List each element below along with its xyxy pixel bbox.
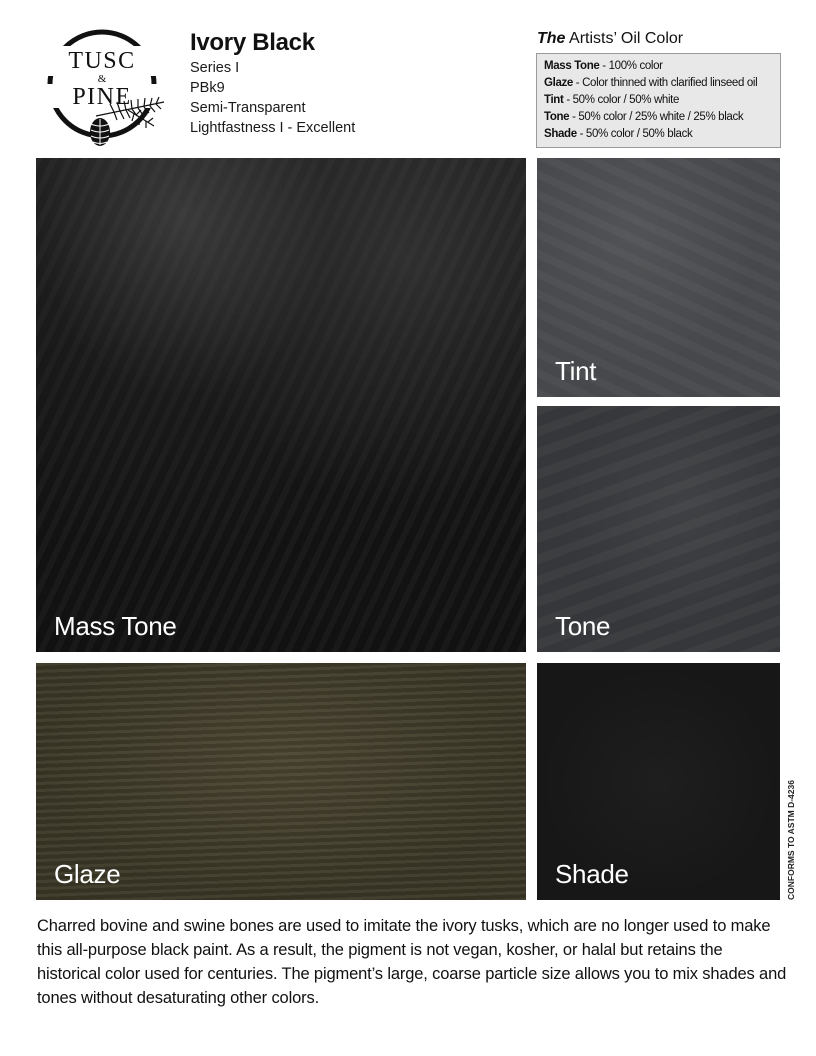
legend-row-glaze	[544, 75, 780, 92]
logo-text-top: TUSC	[68, 48, 136, 74]
legend-row-shade	[544, 126, 780, 143]
legend-desc: - 50% color / 50% white	[563, 94, 680, 106]
legend-desc: - 100% color	[599, 60, 663, 72]
legend-desc: - Color thinned with clarified linseed oil	[572, 77, 758, 89]
legend-desc: - 50% color / 50% black	[576, 128, 693, 140]
swatch-glaze	[36, 663, 526, 900]
astm-conformance-note: CONFORMS TO ASTM D-4236	[786, 780, 796, 900]
logo-text-bottom: PINE	[72, 84, 132, 110]
brand-logo	[36, 20, 172, 156]
legend-row-tint	[544, 92, 780, 109]
swatch-label-shade: Shade	[555, 859, 629, 889]
legend-title-italic: The	[537, 30, 566, 47]
legend-box	[536, 53, 781, 148]
color-name: Ivory Black	[190, 29, 315, 56]
swatch-shade	[537, 663, 780, 900]
legend-row-mass-tone	[544, 58, 780, 75]
color-lightfastness: Lightfastness I - Excellent	[190, 120, 356, 136]
legend-term: Glaze	[544, 77, 573, 89]
color-description: Charred bovine and swine bones are used to imitate the ivory tusks, which are no longer used to make this all-purpose black paint. As a result, the pigment is not vegan, kosher, or halal but retains the historical color used for centuries. The pigment’s large, coarse particle size allows you to mix shades and tones without desaturating other colors.	[37, 917, 787, 1007]
swatch-mass-tone	[36, 158, 526, 652]
legend-term: Tint	[544, 94, 564, 106]
legend-term: Shade	[544, 128, 577, 140]
legend-term: Tone	[544, 111, 570, 123]
legend-term: Mass Tone	[544, 60, 600, 72]
legend-title	[537, 30, 683, 48]
color-series: Series I	[190, 60, 240, 76]
color-pigment: PBk9	[190, 80, 225, 96]
swatch-label-tint: Tint	[555, 356, 597, 386]
logo-text-amp: &	[97, 73, 107, 85]
legend-row-tone	[544, 109, 780, 126]
logo-emblem-icon	[36, 20, 172, 156]
swatch-label-tone: Tone	[555, 611, 611, 641]
legend-desc: - 50% color / 25% white / 25% black	[569, 111, 744, 123]
color-info	[190, 28, 355, 138]
swatch-label-glaze: Glaze	[54, 859, 121, 889]
legend-title-rest: Artists’ Oil Color	[565, 30, 684, 47]
swatch-label-mass-tone: Mass Tone	[54, 611, 177, 641]
swatch-tint	[537, 158, 780, 397]
color-transparency: Semi-Transparent	[190, 100, 306, 116]
swatch-tone	[537, 406, 780, 652]
